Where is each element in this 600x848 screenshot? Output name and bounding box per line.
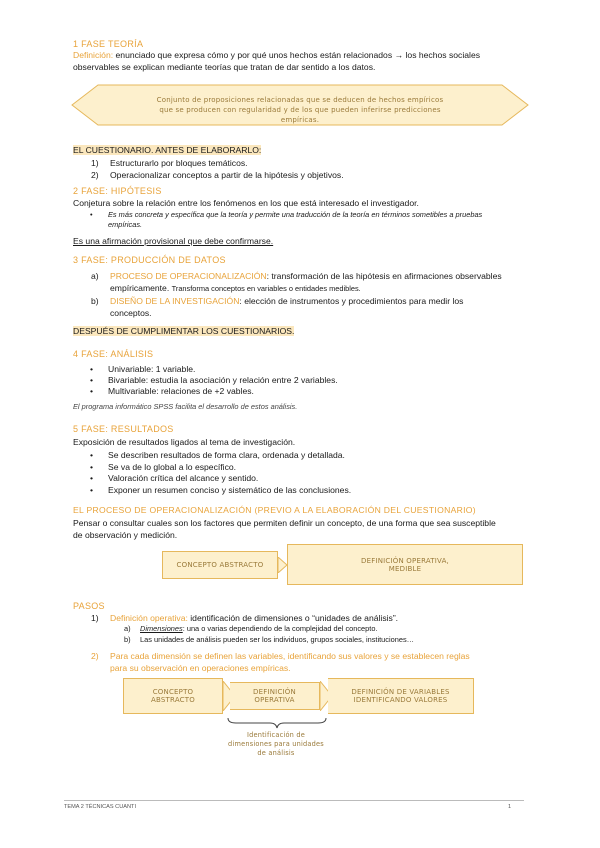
cuestionario-item-num: 1) [91, 158, 99, 168]
footer-left: TEMA 2 TÉCNICAS CUANTI [64, 804, 137, 810]
list-item-text: Exponer un resumen conciso y sistemático de las conclusiones. [108, 484, 352, 495]
fase2-note: Es una afirmación provisional que debe confirmarse. [73, 236, 274, 246]
list-item [90, 484, 352, 497]
fase2-text: Conjetura sobre la relación entre los fenómenos en los que está interesado el investigador. [73, 198, 419, 208]
brace-caption [216, 731, 336, 758]
flow-concepto-line-2: ABSTRACTO [151, 696, 195, 704]
pasos-sub-a-title: Dimensiones [140, 624, 183, 633]
fase1-def-label: Definición: [73, 50, 114, 60]
list-item-text: Univariable: 1 variable. [108, 364, 196, 374]
concepto-abstracto-box: CONCEPTO ABSTRACTO [162, 551, 278, 579]
pasos-step-2-line-2: para su observación en operaciones empíricas. [110, 663, 291, 673]
bullet-dot-icon: • [90, 450, 94, 460]
list-item [90, 375, 338, 386]
flow-definicion-line-1: DEFINICIÓN [253, 688, 296, 696]
pasos-sub-a [124, 624, 544, 634]
cuestionario-item-num: 2) [91, 170, 99, 180]
bullet-dot-icon: • [90, 484, 94, 495]
cuestionario-item-1 [91, 158, 248, 169]
fase3-title: 3 FASE: PRODUCCIÓN DE DATOS [73, 255, 226, 265]
list-item [90, 386, 338, 397]
fase3-a-text2: empíricamente. [110, 283, 172, 293]
fase5-title: 5 FASE: RESULTADOS [73, 424, 174, 434]
fase2-bullet-line-1: Es más concreta y específica que la teoría y permite una traducción de la teoría en términos sometibles a pruebas [108, 210, 483, 219]
bullet-dot-icon: • [90, 461, 94, 472]
bullet-dot-icon: • [90, 473, 94, 484]
fase1-def-text: enunciado que expresa cómo y por qué unos hechos están relacionados → los hechos sociales [113, 50, 481, 60]
fase1-title: 1 FASE TEORÍA [73, 39, 144, 49]
list-item [90, 364, 338, 375]
list-item [90, 461, 351, 474]
list-item-text: Bivariable: estudia la asociación y relación entre 2 variables. [108, 375, 338, 385]
fase3-b-text: : elección de instrumentos y procedimientos para medir los [239, 296, 464, 306]
fase5-text: Exposición de resultados ligados al tema de investigación. [73, 437, 296, 447]
fase3-b-title: DISEÑO DE LA INVESTIGACIÓN [110, 296, 240, 306]
pasos-step-2-num: 2) [91, 651, 99, 661]
cuestionario-item-text: Operacionalizar conceptos a partir de la hipótesis y objetivos. [110, 170, 344, 180]
cuestionario-item-2 [91, 170, 344, 181]
footer-page-number: 1 [508, 804, 512, 810]
fase2-title: 2 FASE: HIPÓTESIS [73, 186, 162, 196]
pasos-step-2-line-1: Para cada dimensión se definen las variables, identificando sus valores y se establecen reglas [110, 651, 470, 661]
list-item [90, 473, 351, 485]
cuestionario-item-text: Estructurarlo por bloques temáticos. [110, 158, 248, 168]
flow-concepto-box [123, 678, 223, 714]
brace-icon [226, 716, 328, 730]
pasos-sub-b-text: Las unidades de análisis pueden ser los individuos, grupos sociales, instituciones… [140, 635, 415, 644]
list-item-text: Se va de lo global a lo específico. [108, 461, 237, 472]
definicion-operativa-line-1: DEFINICIÓN OPERATIVA, [360, 556, 449, 565]
fase4-list [90, 364, 338, 397]
hexagon-line-3: empíricas. [280, 116, 320, 124]
pasos-sub-b-label: b) [124, 635, 131, 644]
fase1-definition-line2: observables se explican mediante teorías que tratan de dar sentido a los datos. [73, 62, 376, 72]
hexagon-line-2: que se producen con regularidad y de los que pueden inferirse predicciones [159, 106, 441, 114]
cuestionario-title [73, 145, 261, 156]
flow-definicion-line-2: OPERATIVA [254, 696, 295, 704]
list-item-text: Se describen resultados de forma clara, ordenada y detallada. [108, 450, 345, 460]
fase4-note: El programa informático SPSS facilita el desarrollo de estos análisis. [73, 402, 298, 411]
flow-concepto-line-1: CONCEPTO [152, 688, 194, 696]
fase3-item-a-line2 [110, 283, 361, 294]
pasos-title: PASOS [73, 601, 105, 611]
fase2-bullet [90, 210, 528, 230]
list-item [90, 450, 351, 462]
fase3-a-text2-small: Transforma conceptos en variables o entidades medibles. [171, 284, 361, 293]
proceso-text-1: Pensar o consultar cuales son los factores que permiten definir un concepto, de una forma que sea susceptible [73, 518, 496, 528]
fase5-list [90, 450, 352, 496]
bullet-dot-icon: • [90, 364, 94, 374]
pasos-step-1-num: 1) [91, 613, 99, 623]
flow-variables-box [328, 678, 474, 714]
fase3-a-label: a) [91, 271, 99, 281]
pasos-step-2 [91, 651, 541, 662]
cuestionario-title-text: EL CUESTIONARIO. ANTES DE ELABORARLO: [73, 145, 262, 155]
hexagon-line-1: Conjunto de proposiciones relacionadas que se deducen de hechos empíricos [156, 96, 444, 104]
bullet-dot-icon: • [90, 210, 93, 219]
pasos-step-1 [91, 613, 541, 624]
despues-title-text: DESPUÉS DE CUMPLIMENTAR LOS CUESTIONARIOS. [73, 326, 295, 336]
proceso-text-2: de observación y medición. [73, 530, 178, 540]
fase2-bullet-line-2: empíricas. [108, 220, 143, 229]
fase3-item-b-line2: conceptos. [110, 308, 152, 318]
fase3-item-b [91, 296, 531, 307]
bullet-dot-icon: • [90, 386, 94, 396]
pasos-step-1-label: Definición operativa: [110, 613, 188, 623]
fase4-title: 4 FASE: ANÁLISIS [73, 349, 154, 359]
pasos-sub-a-text: : una o varias dependiendo de la complejidad del concepto. [182, 624, 378, 633]
brace-caption-line-3: de análisis [257, 749, 295, 757]
definicion-operativa-line-2: MEDIBLE [388, 564, 422, 573]
brace-caption-line-1: Identificación de [246, 731, 305, 739]
fase3-a-text: : transformación de las hipótesis en afirmaciones observables [266, 271, 502, 281]
fase3-item-a [91, 271, 531, 282]
proceso-title: EL PROCESO DE OPERACIONALIZACIÓN (PREVIO A LA ELABORACIÓN DEL CUESTIONARIO) [73, 505, 476, 515]
hexagon-text [100, 95, 500, 125]
pasos-sub-a-label: a) [124, 624, 131, 633]
flow-variables-line-1: DEFINICIÓN DE VARIABLES [351, 688, 450, 696]
pasos-step-1-text: identificación de dimensiones o “unidades de análisis”. [187, 613, 399, 623]
flow-variables-line-2: IDENTIFICANDO VALORES [353, 696, 448, 704]
despues-title [73, 326, 294, 337]
flow-definicion-box [230, 682, 320, 710]
bullet-dot-icon: • [90, 375, 94, 385]
fase3-b-label: b) [91, 296, 99, 306]
fase1-definition [73, 50, 543, 61]
fase3-a-title: PROCESO DE OPERACIONALIZACIÓN [110, 271, 267, 281]
list-item-text: Valoración crítica del alcance y sentido. [108, 473, 259, 484]
pasos-sub-b [124, 635, 544, 645]
brace-caption-line-2: dimensiones para unidades [228, 740, 324, 748]
definicion-operativa-box [287, 544, 523, 585]
footer-divider [64, 800, 524, 801]
list-item-text: Multivariable: relaciones de +2 vables. [108, 386, 254, 396]
